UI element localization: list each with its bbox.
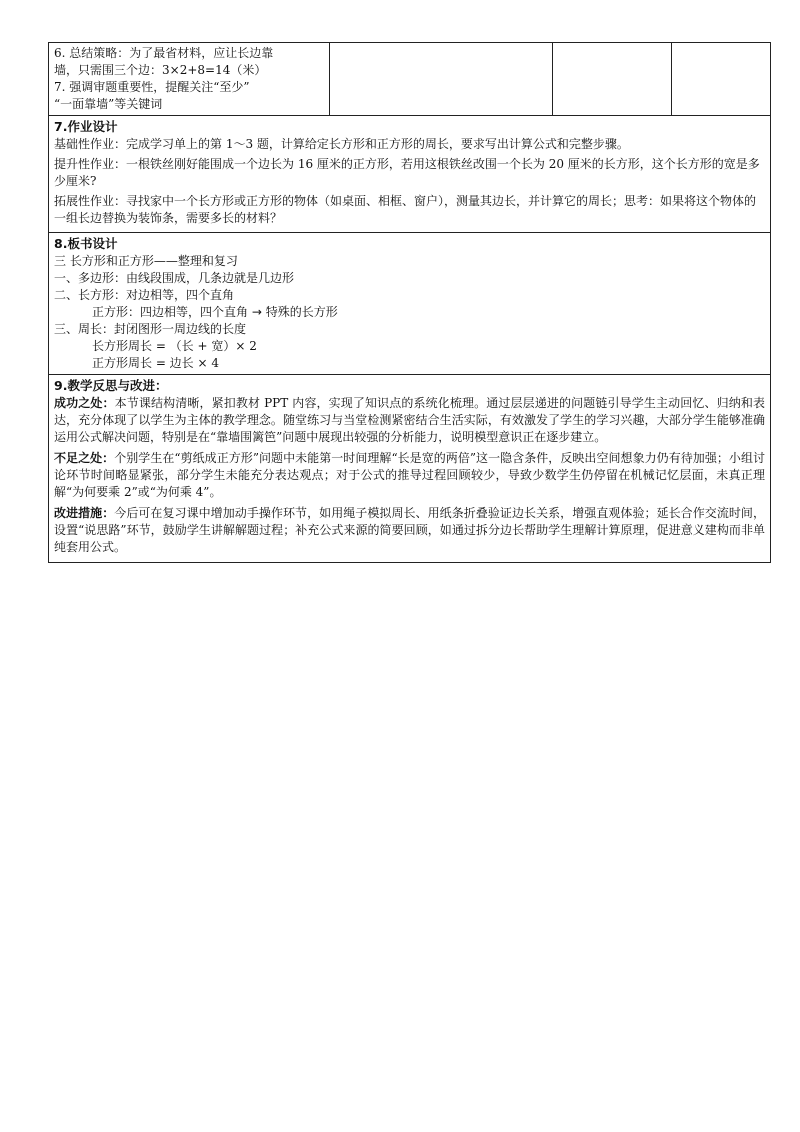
- process-cell: [49, 43, 330, 116]
- homework-cell: [49, 116, 771, 233]
- reflection-success: [54, 395, 765, 446]
- reflection-title: 9.教学反思与改进：: [54, 378, 168, 393]
- board-square-def: 正方形：四边相等，四个直角: [92, 305, 249, 319]
- process-row: [49, 43, 771, 116]
- homework-basic: 基础性作业：完成学习单上的第 1～3 题，计算给定长方形和正方形的周长，要求写出计算公式和完整步骤。: [54, 137, 629, 151]
- board-row: [49, 233, 771, 375]
- board-line-6: 长方形周长 = （长 + 宽）× 2: [92, 339, 257, 353]
- board-line-5: 三、周长：封闭图形一周边线的长度: [54, 322, 247, 336]
- board-line-2: 一、多边形：由线段围成，几条边就是几边形: [54, 271, 295, 285]
- board-special-rect: 特殊的长方形: [265, 305, 338, 319]
- empty-cell-4: [672, 43, 771, 116]
- success-text: 本节课结构清晰，紧扣教材 PPT 内容，实现了知识点的系统化梳理。通过层层递进的问题链引导学生主动回忆、归纳和表达，充分体现了以学生为主体的教学理念。随堂练习与当堂检测紧密结合生活实际，有效激发了学生的学习兴趣，大部分学生能够准确运用公式解决问题，特别是在“靠墙围篱笆”问题中展现出较强的分析能力，说明模型意识正在逐步建立。: [54, 396, 765, 444]
- board-line-3: 二、长方形：对边相等，四个直角: [54, 288, 235, 302]
- board-line-1: 三 长方形和正方形——整理和复习: [54, 254, 238, 268]
- improve-label: 改进措施：: [54, 506, 115, 520]
- reflection-row: [49, 375, 771, 563]
- board-cell: [49, 233, 771, 375]
- process-line-4: “一面靠墙”等关键词: [54, 97, 163, 111]
- reflection-improve: [54, 505, 765, 556]
- lesson-plan-page: [48, 42, 770, 563]
- improve-text: 今后可在复习课中增加动手操作环节，如用绳子模拟周长、用纸条折叠验证边长关系，增强直观体验；延长合作交流时间，设置“说思路”环节，鼓励学生讲解解题过程；补充公式来源的简要回顾，如通过拆分边长帮助学生理解计算原理，促进意义建构而非单纯套用公式。: [54, 506, 765, 554]
- homework-extension: 拓展性作业：寻找家中一个长方形或正方形的物体（如桌面、相框、窗户），测量其边长，并计算它的周长；思考：如果将这个物体的一组长边替换为装饰条，需要多长的材料？: [54, 194, 757, 225]
- empty-cell-2: [330, 43, 553, 116]
- arrow-right-icon: →: [251, 305, 262, 319]
- homework-row: [49, 116, 771, 233]
- reflection-cell: [49, 375, 771, 563]
- process-line-3: 7. 强调审题重要性，提醒关注“至少”: [54, 80, 250, 94]
- lesson-plan-table: [48, 42, 771, 563]
- success-label: 成功之处：: [54, 396, 115, 410]
- board-line-4: [54, 304, 765, 321]
- process-line-2: 墙，只需围三个边：3×2+8=14（米）: [54, 63, 267, 77]
- homework-title: 7.作业设计: [54, 119, 118, 134]
- homework-advanced: 提升性作业：一根铁丝刚好能围成一个边长为 16 厘米的正方形，若用这根铁丝改围一个长为 20 厘米的长方形，这个长方形的宽是多少厘米?: [54, 157, 760, 188]
- shortfall-label: 不足之处：: [54, 451, 115, 465]
- reflection-shortfall: [54, 450, 765, 501]
- shortfall-text: 个别学生在“剪纸成正方形”问题中未能第一时间理解“长是宽的两倍”这一隐含条件，反映出空间想象力仍有待加强；小组讨论环节时间略显紧张，部分学生未能充分表达观点；对于公式的推导过程回顾较少，导致少数学生仍停留在机械记忆层面，未真正理解“为何要乘 2”或“为何乘 4”。: [54, 451, 765, 499]
- board-title: 8.板书设计: [54, 236, 118, 251]
- process-line-1: 6. 总结策略：为了最省材料，应让长边靠: [54, 46, 274, 60]
- empty-cell-3: [553, 43, 672, 116]
- board-line-7: 正方形周长 = 边长 × 4: [92, 356, 220, 370]
